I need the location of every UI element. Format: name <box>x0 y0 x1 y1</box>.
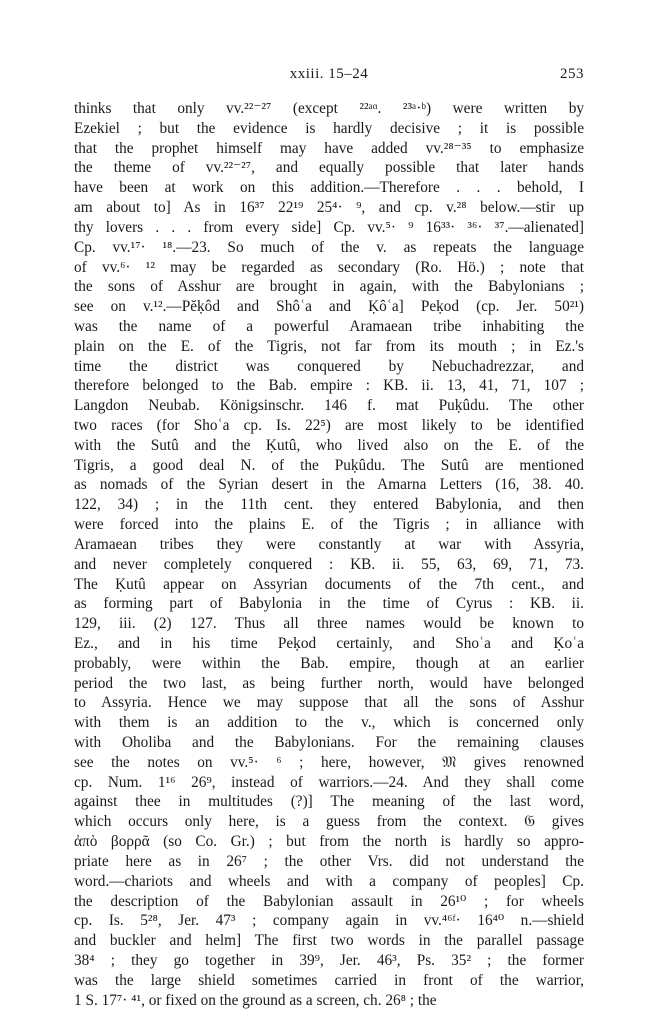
text-line: were forced into the plains E. of the Tigris ; in alliance with <box>74 516 584 534</box>
text-line: Aramaean tribes they were constantly at war with Assyria, <box>74 535 584 553</box>
text-line: was the large shield sometimes carried in front of the warrior, <box>74 971 584 989</box>
text-line: word.—chariots and wheels and with a company of peoples] Cp. <box>74 872 584 890</box>
running-head <box>74 66 584 86</box>
text-line: which occurs only here, is a guess from the context. 𝔊 gives <box>74 813 584 831</box>
text-line: and never completely conquered : KB. ii. 55, 63, 69, 71, 73. <box>74 555 584 573</box>
text-line: with the Sutû and the Ḳutû, who lived also on the E. of the <box>74 436 584 454</box>
text-line: see the notes on vv.⁵· ⁶ ; here, however, 𝔐 gives renowned <box>74 753 584 771</box>
text-line: with Oholiba and the Babylonians. For the remaining clauses <box>74 734 584 751</box>
text-line: Ez., and in his time Peḳod certainly, and Shoʿa and Ḳoʿa <box>74 634 584 652</box>
text-line: therefore belonged to the Bab. empire : KB. ii. 13, 41, 71, 107 ; <box>74 377 584 395</box>
text-line: 122, 34) ; in the 11th cent. they entered Babylonia, and then <box>74 496 584 514</box>
text-line: with them is an addition to the v., which is concerned only <box>74 714 584 732</box>
text-line: Langdon Neubab. Königsinschr. 146 f. mat Puḳûdu. The other <box>74 397 584 415</box>
text-line: The Ḳutû appear on Assyrian documents of the 7th cent., and <box>74 575 584 593</box>
text-line: the sons of Asshur are brought in again, with the Babylonians ; <box>74 278 584 296</box>
text-line: Cp. vv.¹⁷· ¹⁸.—23. So much of the v. as repeats the language <box>74 238 584 256</box>
text-line: am about to] As in 16³⁷ 22¹⁹ 25⁴· ⁹, and cp. v.²⁸ below.—stir up <box>74 199 584 217</box>
text-line: ἀπὸ βορρᾶ (so Co. Gr.) ; but from the north is hardly so appro- <box>74 833 584 851</box>
text-line: time the district was conquered by Nebuchadrezzar, and <box>74 357 584 375</box>
text-line: the theme of vv.²²⁻²⁷, and equally possible that later hands <box>74 159 584 177</box>
text-line: to Assyria. Hence we may suppose that all the sons of Asshur <box>74 694 584 712</box>
text-line: as forming part of Babylonia in the time of Cyrus : KB. ii. <box>74 595 584 613</box>
text-line: against thee in multitudes (?)] The meaning of the last word, <box>74 793 584 811</box>
text-line: the description of the Babylonian assault in 26¹⁰ ; for wheels <box>74 892 584 910</box>
text-line: 1 S. 17⁷· ⁴¹, or fixed on the ground as a screen, ch. 26⁸ ; the <box>74 991 437 1009</box>
commentary-text <box>74 99 584 1010</box>
text-line: as nomads of the Syrian desert in the Amarna Letters (16, 38. 40. <box>74 476 584 494</box>
text-line: Ezekiel ; but the evidence is hardly decisive ; it is possible <box>74 119 584 137</box>
chapter-reference: xxiii. 15–24 <box>289 66 369 82</box>
text-line: 38⁴ ; they go together in 39⁹, Jer. 46³, Ps. 35² ; the former <box>74 951 584 969</box>
text-line: priate here as in 26⁷ ; the other Vrs. did not understand the <box>74 852 584 870</box>
text-line: that the prophet himself may have added vv.²⁸⁻³⁵ to emphasize <box>74 139 584 157</box>
text-line: thy lovers . . . from every side] Cp. vv.⁵· ⁹ 16³³· ³⁶· ³⁷.—alienated] <box>74 218 584 236</box>
text-line: Tigris, a good deal N. of the Puḳûdu. The Sutû are mentioned <box>74 456 584 474</box>
text-line: and buckler and helm] The first two words in the parallel passage <box>74 932 584 950</box>
text-line: thinks that only vv.²²⁻²⁷ (except ²²ᵃᵅ. ²³ᵃ·ᵇ) were written by <box>74 100 584 117</box>
text-line: period the two last, as being further north, would have belonged <box>74 674 584 692</box>
text-line: 129, iii. (2) 127. Thus all three names would be known to <box>74 615 584 633</box>
text-line: was the name of a powerful Aramaean tribe inhabiting the <box>74 317 584 335</box>
text-line: probably, were within the Bab. empire, though at an earlier <box>74 654 584 672</box>
page-number: 253 <box>560 66 584 82</box>
text-line: plain on the E. of the Tigris, not far from its mouth ; in Ez.'s <box>74 337 584 355</box>
text-line: have been at work on this addition.—Therefore . . . behold, I <box>74 179 584 197</box>
text-line: cp. Is. 5²⁸, Jer. 47³ ; company again in vv.⁴⁶ᶠ· 16⁴⁰ n.—shield <box>74 912 584 930</box>
text-line: see on v.¹².—Pĕḳôd and Shôʿa and Ḳôʿa] Peḳod (cp. Jer. 50²¹) <box>74 298 584 316</box>
text-line: two races (for Shoʿa cp. Is. 22⁵) are most likely to be identified <box>74 417 584 434</box>
text-line: of vv.⁶· ¹² may be regarded as secondary (Ro. Hö.) ; note that <box>74 258 584 276</box>
text-line: cp. Num. 1¹⁶ 26⁹, instead of warriors.—24. And they shall come <box>74 773 584 791</box>
